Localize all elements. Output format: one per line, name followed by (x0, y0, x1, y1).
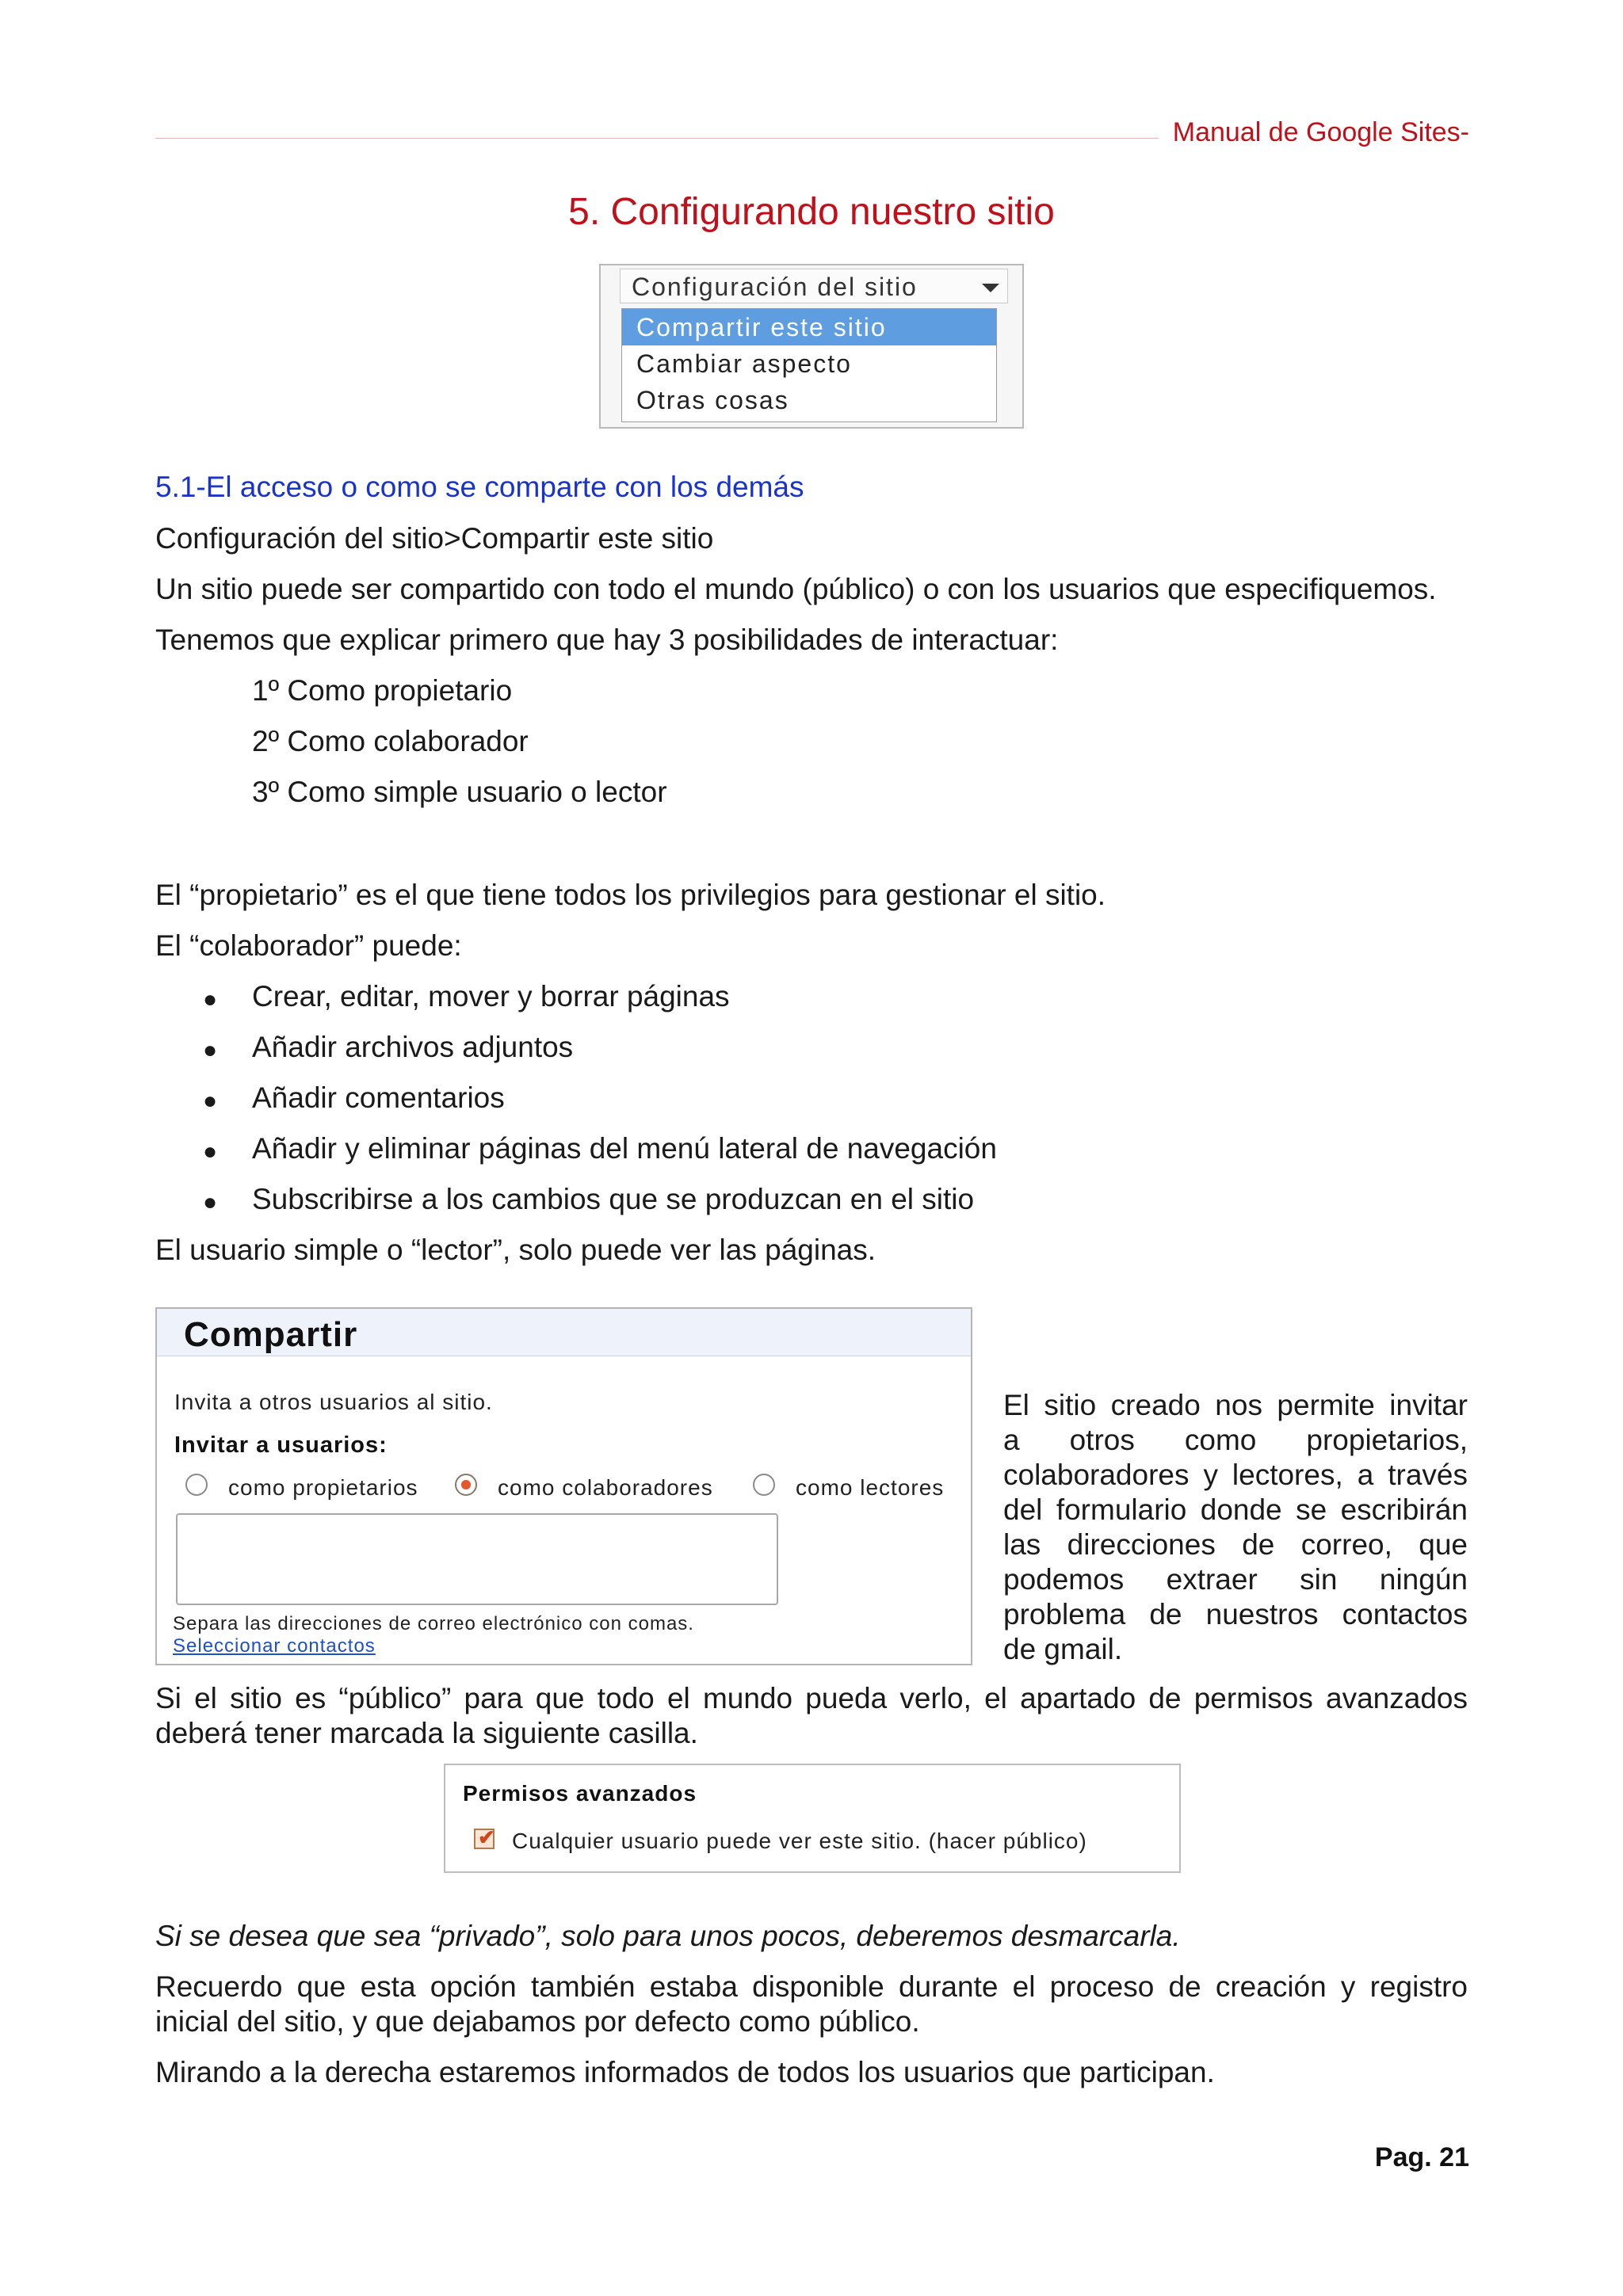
select-contacts-link[interactable]: Seleccionar contactos (173, 1635, 376, 1657)
radio-collaborators-label: como colaboradores (498, 1475, 713, 1500)
bullet-icon: ● (203, 1037, 218, 1063)
side-text-line: del formulario donde se escribirán (1003, 1493, 1468, 1526)
bullet-icon: ● (203, 1088, 218, 1114)
paragraph: Un sitio puede ser compartido con todo el mundo (público) o con los usuarios que especifiquemos. (155, 573, 1437, 605)
side-text-line: a otros como propietarios, (1003, 1424, 1468, 1456)
invite-emails-textarea[interactable] (176, 1513, 778, 1605)
subsection-title: 5.1-El acceso o como se comparte con los demás (155, 471, 804, 503)
running-header: Manual de Google Sites- (1172, 117, 1469, 147)
list-item: Crear, editar, mover y borrar páginas (252, 980, 730, 1013)
radio-collaborators[interactable] (455, 1474, 477, 1496)
emails-hint: Separa las direcciones de correo electrónico con comas. (173, 1613, 694, 1634)
list-item: Añadir comentarios (252, 1081, 505, 1114)
role-item: 1º Como propietario (252, 674, 513, 707)
paragraph: Tenemos que explicar primero que hay 3 posibilidades de interactuar: (155, 624, 1059, 656)
menu-item-change-look[interactable]: Cambiar aspecto (636, 349, 852, 378)
paragraph-line: Si el sitio es “público” para que todo el mundo pueda verlo, el apartado de permisos avanzados (155, 1682, 1468, 1714)
header-rule (155, 138, 1159, 139)
menu-item-share-site[interactable]: Compartir este sitio (622, 309, 996, 345)
side-text-line: podemos extraer sin ningún (1003, 1563, 1468, 1596)
share-dialog-screenshot (155, 1307, 972, 1665)
advanced-permissions-title: Permisos avanzados (463, 1781, 697, 1806)
share-dialog-title: Compartir (184, 1315, 358, 1354)
radio-readers-label: como lectores (796, 1475, 945, 1500)
paragraph-line: deberá tener marcada la siguiente casilla. (155, 1717, 698, 1749)
bullet-icon: ● (203, 1138, 218, 1165)
side-text-line: colaboradores y lectores, a través (1003, 1459, 1468, 1491)
share-dialog-header (157, 1309, 971, 1356)
paragraph-line: Recuerdo que esta opción también estaba disponible durante el proceso de creación y registro (155, 1970, 1468, 2003)
dropdown-menu (621, 308, 997, 422)
radio-owners-label: como propietarios (228, 1475, 418, 1500)
list-item: Subscribirse a los cambios que se produzcan en el sitio (252, 1183, 975, 1215)
site-settings-dropdown[interactable] (620, 269, 1008, 303)
site-settings-dropdown-screenshot (599, 264, 1024, 429)
section-title: 5. Configurando nuestro sitio (568, 191, 1055, 233)
paragraph: Mirando a la derecha estaremos informados de todos los usuarios que participan. (155, 2056, 1215, 2088)
invite-label: Invitar a usuarios: (174, 1432, 388, 1458)
side-text-line: problema de nuestros contactos (1003, 1598, 1468, 1630)
paragraph: El usuario simple o “lector”, solo puede ver las páginas. (155, 1234, 876, 1266)
side-text-line: las direcciones de correo, que (1003, 1528, 1468, 1561)
bullet-icon: ● (203, 1189, 218, 1215)
paragraph-line: inicial del sitio, y que dejabamos por defecto como público. (155, 2005, 920, 2038)
public-checkbox-label: Cualquier usuario puede ver este sitio. (hacer público) (512, 1829, 1087, 1853)
paragraph: El “colaborador” puede: (155, 929, 462, 962)
bullet-icon: ● (203, 986, 218, 1013)
chevron-down-icon (982, 284, 999, 292)
radio-owners[interactable] (185, 1474, 208, 1496)
page-number: Pag. 21 (1374, 2142, 1469, 2172)
invite-text: Invita a otros usuarios al sitio. (174, 1390, 493, 1414)
public-checkbox[interactable] (474, 1825, 495, 1849)
side-text-line: de gmail. (1003, 1633, 1123, 1665)
list-item: Añadir archivos adjuntos (252, 1031, 574, 1063)
dropdown-label: Configuración del sitio (632, 273, 918, 301)
paragraph: El “propietario” es el que tiene todos los privilegios para gestionar el sitio. (155, 879, 1106, 911)
list-item: Añadir y eliminar páginas del menú lateral de navegación (252, 1132, 997, 1165)
paragraph: Si se desea que sea “privado”, solo para unos pocos, deberemos desmarcarla. (155, 1920, 1181, 1952)
side-text-line: El sitio creado nos permite invitar (1003, 1389, 1468, 1421)
role-item: 3º Como simple usuario o lector (252, 776, 667, 808)
advanced-permissions-screenshot (444, 1764, 1181, 1873)
role-item: 2º Como colaborador (252, 725, 529, 757)
radio-readers[interactable] (753, 1474, 775, 1496)
menu-path: Configuración del sitio>Compartir este sitio (155, 522, 714, 555)
menu-item-other-things[interactable]: Otras cosas (636, 386, 789, 414)
checkmark-icon: ✔ (478, 1825, 495, 1849)
